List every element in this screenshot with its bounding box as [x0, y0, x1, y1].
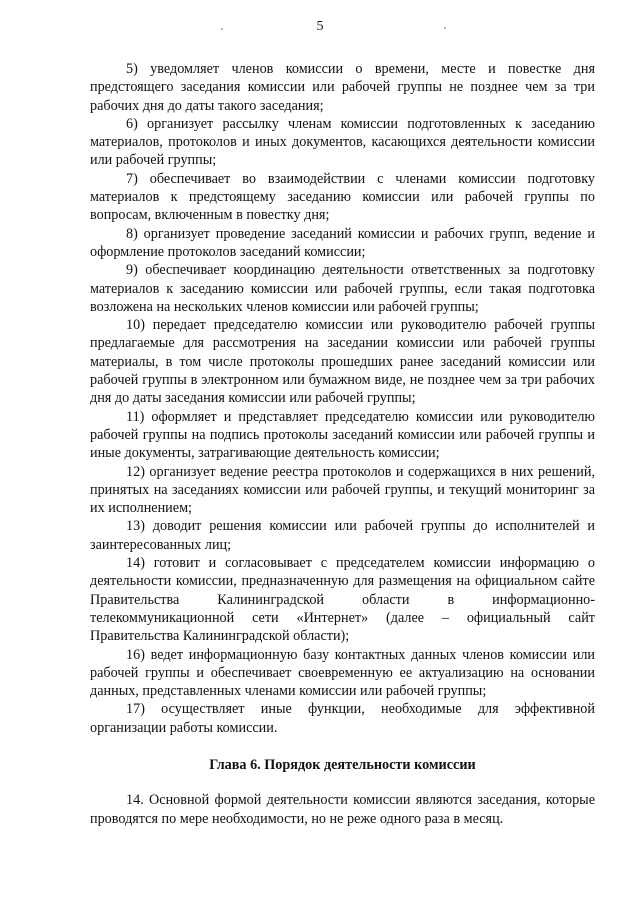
paragraph: 13) доводит решения комиссии или рабочей группы до исполнителей и заинтересованных лиц;: [90, 518, 595, 553]
paragraph: 10) передает председателю комиссии или руководителю рабочей группы предлагаемые для рассмотрения на заседании комиссии или рабочей группы материалы, в том числе протоколы прошедших ранее заседаний комиссии или рабочей группы в электронном или бумажном виде, не позднее чем за три рабочих дня до даты заседания комиссии или рабочей группы;: [90, 317, 595, 407]
paragraph: 9) обеспечивает координацию деятельности ответственных за подготовку материалов к заседанию комиссии или рабочей группы, если такая подготовка возложена на нескольких членов комиссии или рабочей группы;: [90, 262, 595, 315]
chapter-heading: Глава 6. Порядок деятельности комиссии: [209, 756, 476, 773]
paragraph: 16) ведет информационную базу контактных данных членов комиссии или рабочей группы и обеспечивает своевременную ее актуализацию на основании данных, представленных членами комиссии или рабочей группы;: [90, 646, 595, 700]
paragraph: 11) оформляет и представляет председателю комиссии или руководителю рабочей группы на подпись протоколы заседаний комиссии или рабочей группы и иные документы, затрагивающие деятельность комиссии;: [90, 408, 595, 462]
paragraph: 14. Основной формой деятельности комиссии являются заседания, которые проводятся по мере необходимости, но не реже одного раза в месяц.: [90, 792, 595, 827]
paragraph: 7) обеспечивает во взаимодействии с членами комиссии подготовку материалов к предстоящему заседанию комиссии или рабочей группы по вопросам, включенным в повестку дня;: [90, 170, 595, 224]
paragraph: 14) готовит и согласовывает с председателем комиссии информацию о деятельности комиссии, предназначенную для размещения на официальном сайте Правительства Калининградской области в информационно-телекоммуникационной сети «Интернет» (далее – официальный сайт Правительства Калининградской области);: [90, 555, 595, 645]
document-body: [90, 60, 595, 828]
scan-speck: [221, 28, 223, 30]
scan-speck: [444, 27, 446, 29]
paragraph: 8) организует проведение заседаний комиссии и рабочих групп, ведение и оформление протоколов заседаний комиссии;: [90, 225, 595, 260]
paragraph: 6) организует рассылку членам комиссии подготовленных к заседанию материалов, протоколов и иных документов, касающихся деятельности комиссии или рабочей группы;: [90, 115, 595, 169]
page-number: 5: [316, 19, 324, 34]
paragraph: 17) осуществляет иные функции, необходимые для эффективной организации работы комиссии.: [90, 701, 595, 736]
paragraph: 5) уведомляет членов комиссии о времени, месте и повестке дня предстоящего заседания комиссии или рабочей группы не позднее чем за три рабочих дня до даты такого заседания;: [90, 61, 595, 114]
paragraph: 12) организует ведение реестра протоколов и содержащихся в них решений, принятых на заседаниях комиссии или рабочей группы, и текущий мониторинг за их исполнением;: [90, 463, 595, 517]
